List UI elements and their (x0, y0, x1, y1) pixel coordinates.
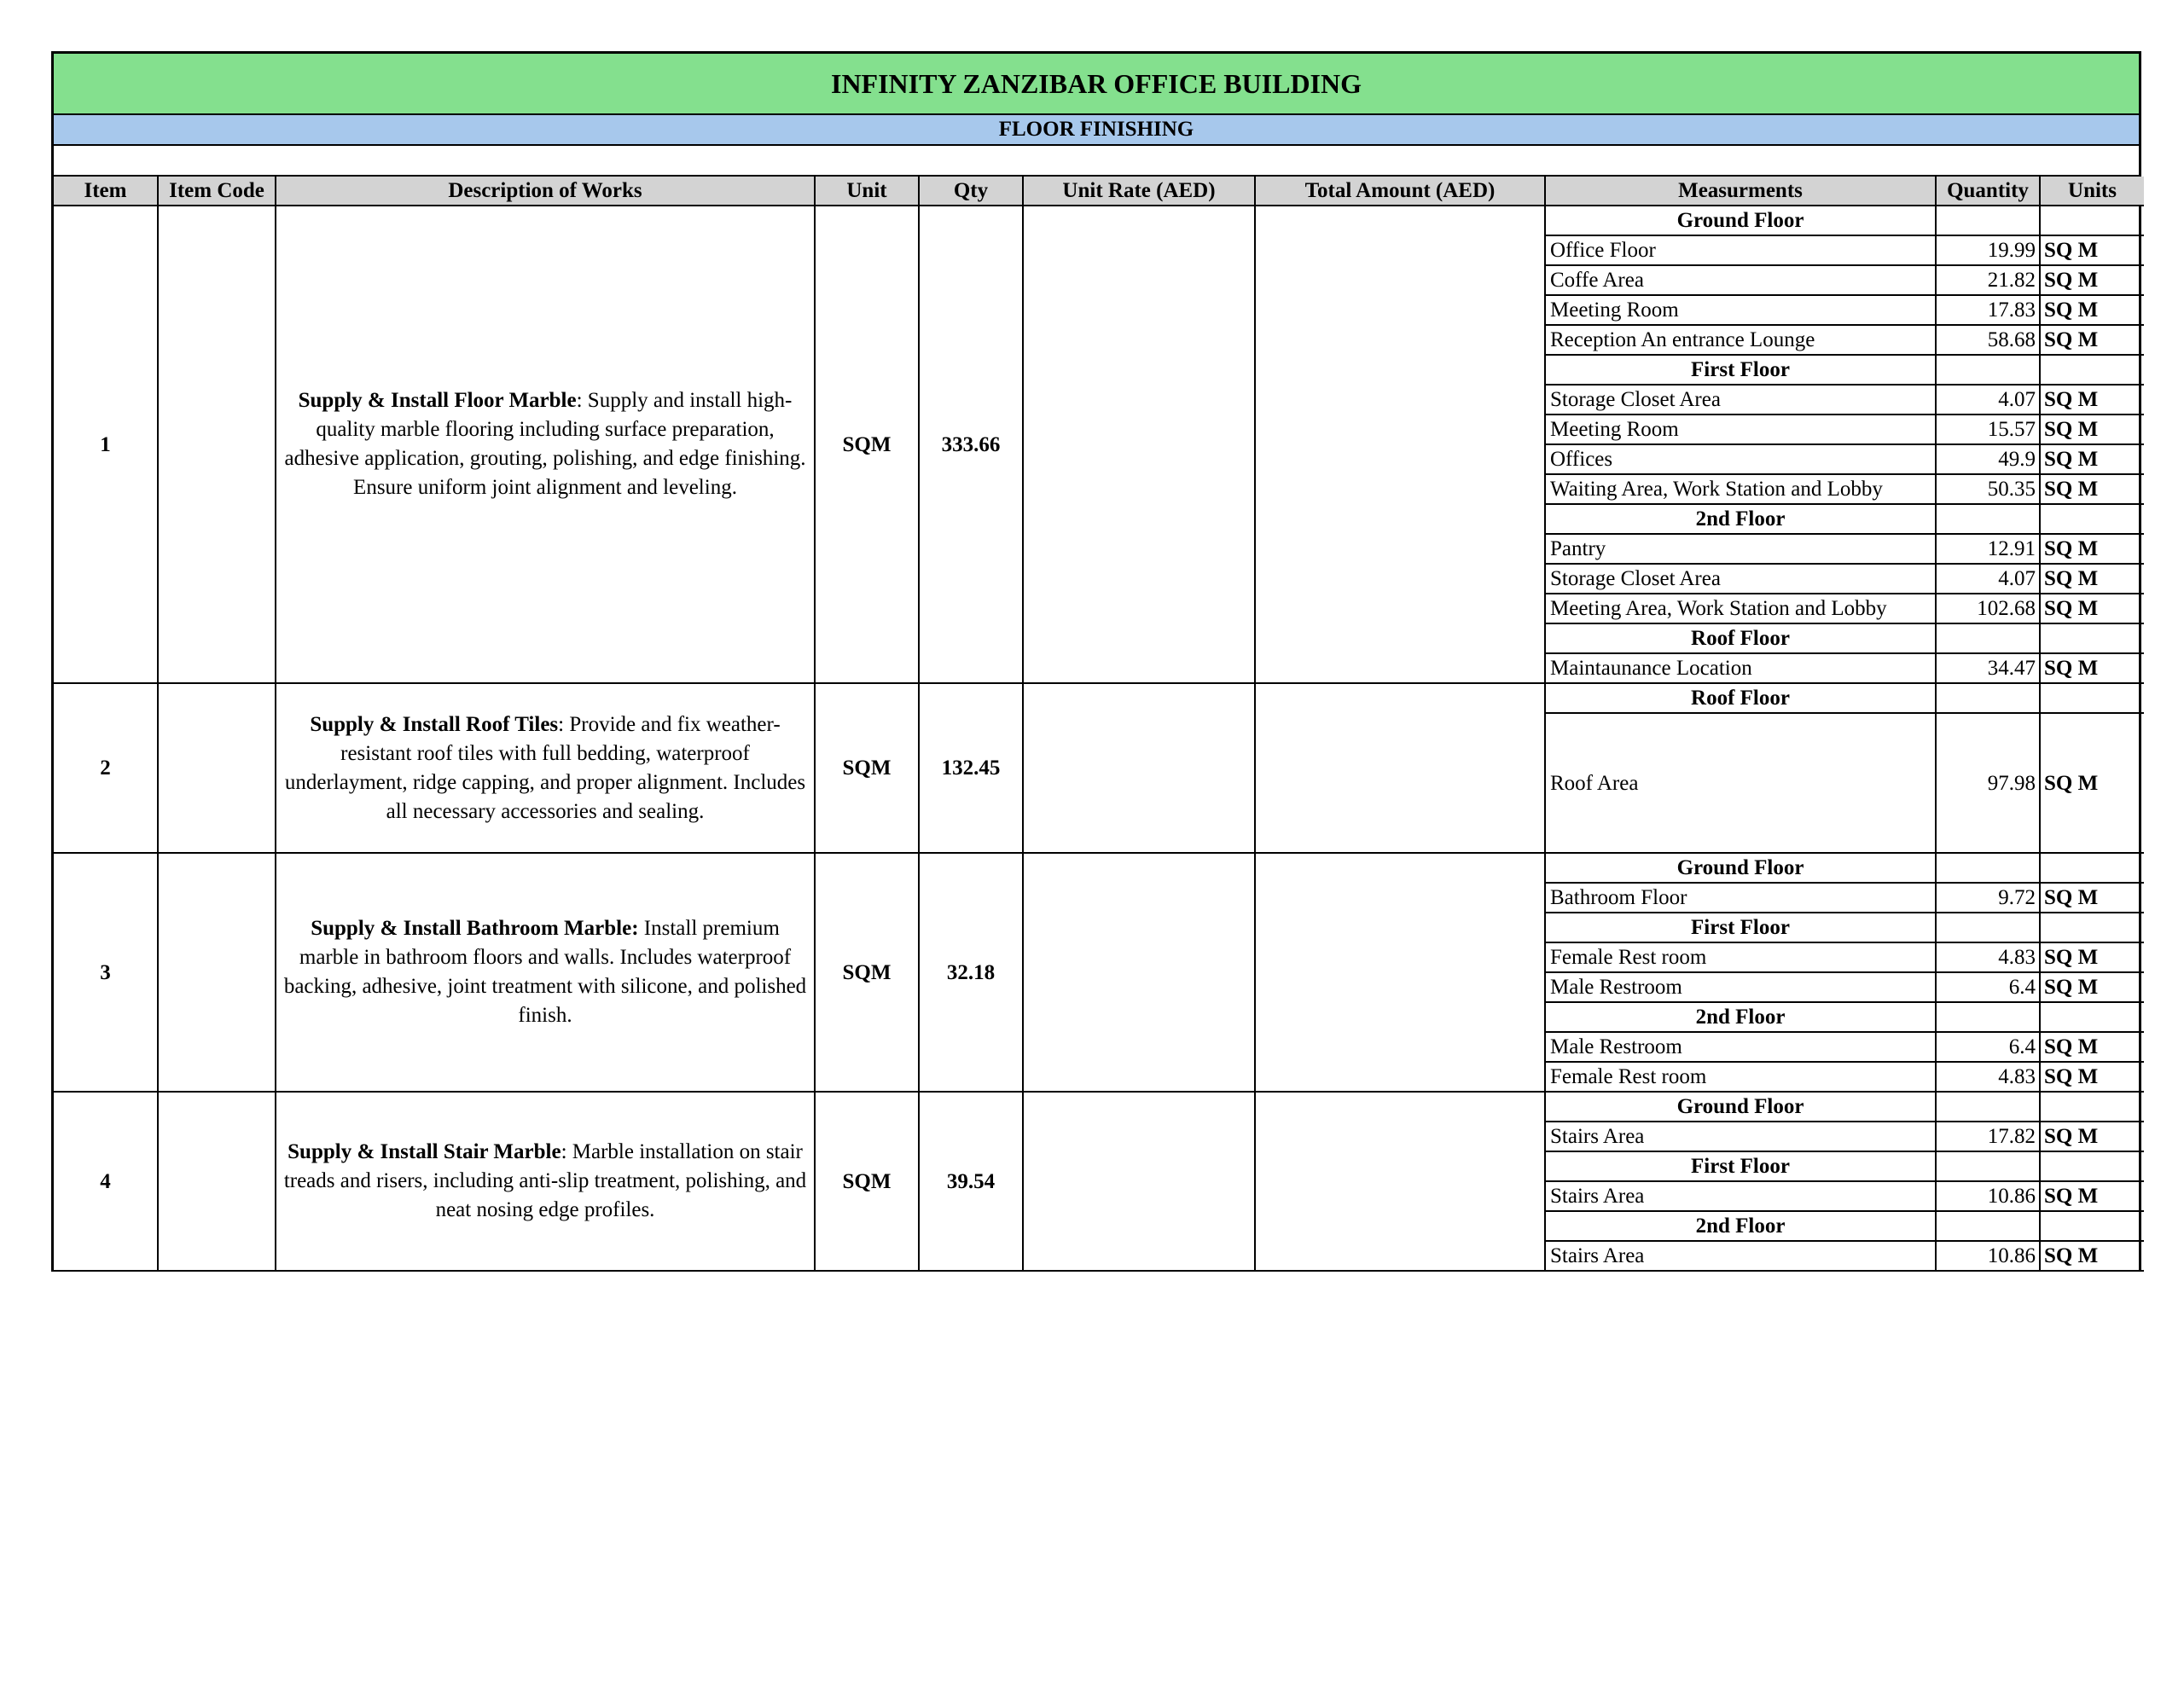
units-cell: SQ M (2040, 1122, 2144, 1151)
quantity-cell: 17.83 (1936, 295, 2040, 325)
item-code-cell (158, 853, 276, 1092)
quantity-cell (1936, 1092, 2040, 1122)
measurement-location: Offices (1545, 444, 1936, 474)
quantity-cell: 19.99 (1936, 235, 2040, 265)
floor-heading: First Floor (1545, 1151, 1936, 1181)
units-cell: SQ M (2040, 415, 2144, 444)
measurement-location: Storage Closet Area (1545, 385, 1936, 415)
units-cell: SQ M (2040, 1032, 2144, 1062)
floor-heading: 2nd Floor (1545, 504, 1936, 534)
quantity-cell: 102.68 (1936, 594, 2040, 623)
total-amount-cell (1255, 853, 1545, 1092)
measurement-location: Male Restroom (1545, 1032, 1936, 1062)
quantity-cell (1936, 1151, 2040, 1181)
floor-heading: Ground Floor (1545, 1092, 1936, 1122)
sheet-title: INFINITY ZANZIBAR OFFICE BUILDING (54, 54, 2139, 115)
measurement-location: Office Floor (1545, 235, 1936, 265)
unit-rate-cell (1023, 683, 1255, 853)
quantity-cell: 10.86 (1936, 1181, 2040, 1211)
units-cell (2040, 913, 2144, 942)
units-cell: SQ M (2040, 385, 2144, 415)
floor-heading: Roof Floor (1545, 683, 1936, 713)
quantity-cell: 4.07 (1936, 385, 2040, 415)
header-unit-rate: Unit Rate (AED) (1023, 177, 1255, 206)
quantity-cell: 4.83 (1936, 942, 2040, 972)
measurement-location: Meeting Room (1545, 415, 1936, 444)
units-cell: SQ M (2040, 444, 2144, 474)
item-number: 4 (54, 1092, 158, 1271)
units-cell: SQ M (2040, 653, 2144, 683)
unit-rate-cell (1023, 1092, 1255, 1271)
units-cell: SQ M (2040, 1241, 2144, 1271)
measurement-location: Female Rest room (1545, 942, 1936, 972)
header-units: Units (2040, 177, 2144, 206)
units-cell: SQ M (2040, 594, 2144, 623)
description-title: Supply & Install Roof Tiles (310, 712, 559, 736)
units-cell: SQ M (2040, 265, 2144, 295)
units-cell (2040, 623, 2144, 653)
floor-heading: 2nd Floor (1545, 1211, 1936, 1241)
quantity-cell: 17.82 (1936, 1122, 2040, 1151)
measurement-location: Stairs Area (1545, 1241, 1936, 1271)
description-title: Supply & Install Floor Marble (298, 389, 577, 412)
measurement-location: Reception An entrance Lounge (1545, 325, 1936, 355)
quantity-cell: 58.68 (1936, 325, 2040, 355)
units-cell (2040, 206, 2144, 235)
quantity-cell: 49.9 (1936, 444, 2040, 474)
boq-sheet (51, 51, 2141, 1272)
unit-cell: SQM (815, 206, 919, 683)
quantity-cell: 50.35 (1936, 474, 2040, 504)
table-row (54, 853, 2144, 883)
item-number: 1 (54, 206, 158, 683)
units-cell: SQ M (2040, 883, 2144, 913)
quantity-cell (1936, 355, 2040, 385)
measurement-location: Maintaunance Location (1545, 653, 1936, 683)
header-item-code: Item Code (158, 177, 276, 206)
measurement-location: Waiting Area, Work Station and Lobby (1545, 474, 1936, 504)
header-unit: Unit (815, 177, 919, 206)
total-amount-cell (1255, 206, 1545, 683)
header-total-amount: Total Amount (AED) (1255, 177, 1545, 206)
units-cell: SQ M (2040, 942, 2144, 972)
measurement-location: Stairs Area (1545, 1181, 1936, 1211)
table-row (54, 206, 2144, 235)
floor-heading: Ground Floor (1545, 206, 1936, 235)
units-cell (2040, 1002, 2144, 1032)
header-measurements: Measurments (1545, 177, 1936, 206)
description-cell (276, 206, 815, 683)
measurement-location: Pantry (1545, 534, 1936, 564)
quantity-cell (1936, 1211, 2040, 1241)
quantity-cell: 21.82 (1936, 265, 2040, 295)
item-code-cell (158, 683, 276, 853)
qty-cell: 333.66 (919, 206, 1023, 683)
quantity-cell: 15.57 (1936, 415, 2040, 444)
units-cell: SQ M (2040, 564, 2144, 594)
description-text: : Provide and fix weather-resistant roof tiles with full bedding, waterproof underlayment, ridge capping, and proper alignment. Includes all necessary accessories and sealing. (284, 712, 806, 823)
units-cell (2040, 853, 2144, 883)
description-cell (276, 1092, 815, 1271)
description-text: : Marble installation on stair treads and risers, including anti-slip treatment, polishing, and neat nosing edge profiles. (283, 1140, 807, 1221)
units-cell (2040, 504, 2144, 534)
measurement-location: Storage Closet Area (1545, 564, 1936, 594)
quantity-cell (1936, 853, 2040, 883)
quantity-cell: 9.72 (1936, 883, 2040, 913)
boq-body (54, 206, 2144, 1271)
description-cell (276, 683, 815, 853)
measurement-location: Male Restroom (1545, 972, 1936, 1002)
quantity-cell: 4.83 (1936, 1062, 2040, 1092)
floor-heading: Ground Floor (1545, 853, 1936, 883)
units-cell (2040, 1092, 2144, 1122)
quantity-cell: 10.86 (1936, 1241, 2040, 1271)
floor-heading: Roof Floor (1545, 623, 1936, 653)
qty-cell: 39.54 (919, 1092, 1023, 1271)
unit-cell: SQM (815, 683, 919, 853)
units-cell: SQ M (2040, 295, 2144, 325)
quantity-cell (1936, 683, 2040, 713)
description-cell (276, 853, 815, 1092)
quantity-cell: 6.4 (1936, 972, 2040, 1002)
measurement-location: Stairs Area (1545, 1122, 1936, 1151)
boq-table (54, 177, 2144, 1272)
section-subtitle: FLOOR FINISHING (54, 115, 2139, 146)
units-cell: SQ M (2040, 325, 2144, 355)
measurement-location: Bathroom Floor (1545, 883, 1936, 913)
units-cell: SQ M (2040, 474, 2144, 504)
quantity-cell (1936, 504, 2040, 534)
description-text: : Supply and install high-quality marble flooring including surface preparation, adhesive application, grouting, polishing, and edge finishing. Ensure uniform joint alignment and leveling. (284, 389, 806, 499)
units-cell: SQ M (2040, 235, 2144, 265)
measurement-location: Female Rest room (1545, 1062, 1936, 1092)
description-title: Supply & Install Stair Marble (288, 1140, 561, 1163)
qty-cell: 132.45 (919, 683, 1023, 853)
item-number: 3 (54, 853, 158, 1092)
measurement-location: Roof Area (1545, 713, 1936, 853)
item-number: 2 (54, 683, 158, 853)
units-cell: SQ M (2040, 713, 2144, 853)
header-row (54, 177, 2144, 206)
quantity-cell: 34.47 (1936, 653, 2040, 683)
header-qty: Qty (919, 177, 1023, 206)
header-item: Item (54, 177, 158, 206)
floor-heading: First Floor (1545, 355, 1936, 385)
table-row (54, 683, 2144, 713)
quantity-cell: 4.07 (1936, 564, 2040, 594)
quantity-cell (1936, 623, 2040, 653)
units-cell: SQ M (2040, 1062, 2144, 1092)
measurement-location: Meeting Area, Work Station and Lobby (1545, 594, 1936, 623)
quantity-cell (1936, 206, 2040, 235)
units-cell (2040, 683, 2144, 713)
item-code-cell (158, 206, 276, 683)
units-cell (2040, 355, 2144, 385)
table-row (54, 1092, 2144, 1122)
units-cell: SQ M (2040, 972, 2144, 1002)
units-cell: SQ M (2040, 1181, 2144, 1211)
measurement-location: Coffe Area (1545, 265, 1936, 295)
description-text: Install premium marble in bathroom floors and walls. Includes waterproof backing, adhesive, joint treatment with silicone, and polished finish. (283, 917, 807, 1027)
unit-cell: SQM (815, 853, 919, 1092)
units-cell: SQ M (2040, 534, 2144, 564)
measurement-location: Meeting Room (1545, 295, 1936, 325)
total-amount-cell (1255, 683, 1545, 853)
floor-heading: 2nd Floor (1545, 1002, 1936, 1032)
header-description: Description of Works (276, 177, 815, 206)
unit-rate-cell (1023, 206, 1255, 683)
header-quantity: Quantity (1936, 177, 2040, 206)
description-title: Supply & Install Bathroom Marble: (311, 917, 639, 940)
quantity-cell (1936, 913, 2040, 942)
units-cell (2040, 1151, 2144, 1181)
total-amount-cell (1255, 1092, 1545, 1271)
quantity-cell (1936, 1002, 2040, 1032)
floor-heading: First Floor (1545, 913, 1936, 942)
quantity-cell: 97.98 (1936, 713, 2040, 853)
unit-cell: SQM (815, 1092, 919, 1271)
unit-rate-cell (1023, 853, 1255, 1092)
quantity-cell: 6.4 (1936, 1032, 2040, 1062)
units-cell (2040, 1211, 2144, 1241)
blank-row (54, 146, 2139, 177)
qty-cell: 32.18 (919, 853, 1023, 1092)
quantity-cell: 12.91 (1936, 534, 2040, 564)
item-code-cell (158, 1092, 276, 1271)
